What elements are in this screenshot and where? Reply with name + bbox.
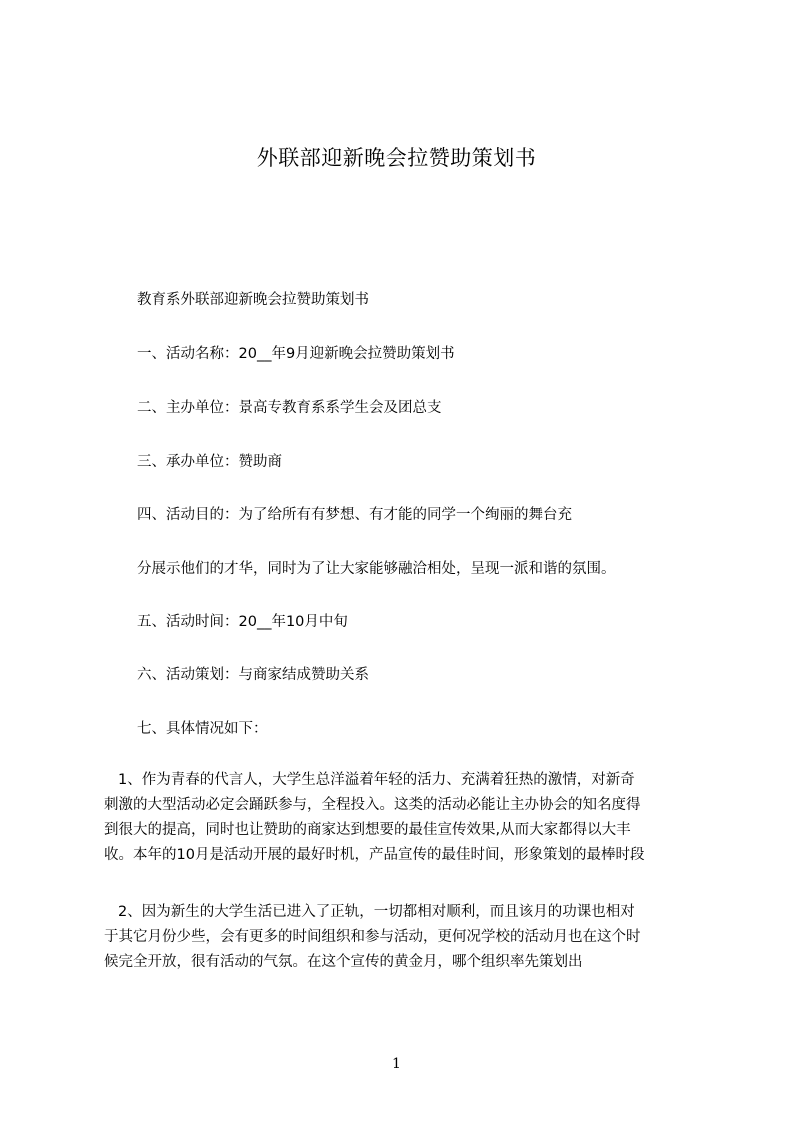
paragraph-1-line: 刺激的大型活动必定会踊跃参与，全程投入。这类的活动必能让主办协会的知名度得 bbox=[104, 797, 641, 813]
subtitle-line: 教育系外联部迎新晚会拉赞助策划书 bbox=[137, 292, 369, 308]
paragraph-1 bbox=[104, 768, 710, 868]
details-heading-line: 七、具体情况如下： bbox=[137, 721, 268, 737]
purpose-line: 四、活动目的：为了给所有有梦想、有才能的同学一个绚丽的舞台充 bbox=[137, 507, 572, 523]
paragraph-1-line: 1、作为青春的代言人，大学生总洋溢着年轻的活力、充满着狂热的激情，对新奇 bbox=[118, 772, 635, 788]
activity-plan-line: 六、活动策划：与商家结成赞助关系 bbox=[137, 667, 369, 683]
paragraph-2-line: 于其它月份少些，会有更多的时间组织和参与活动，更何况学校的活动月也在这个时 bbox=[104, 929, 641, 945]
organizer-line: 二、主办单位：景高专教育系系学生会及团总支 bbox=[137, 400, 442, 416]
paragraph-2-line: 2、因为新生的大学生活已进入了正轨，一切都相对顺利，而且该月的功课也相对 bbox=[118, 904, 635, 920]
document-title: 外联部迎新晚会拉赞助策划书 bbox=[256, 146, 537, 170]
page-number: 1 bbox=[392, 1056, 401, 1072]
paragraph-2 bbox=[104, 900, 710, 975]
activity-name-line: 一、活动名称：20__年9月迎新晚会拉赞助策划书 bbox=[137, 346, 455, 362]
activity-time-line: 五、活动时间：20__年10月中旬 bbox=[137, 614, 348, 630]
paragraph-1-line: 收。本年的10月是活动开展的最好时机，产品宣传的最佳时间，形象策划的最棒时段 bbox=[104, 847, 645, 863]
purpose-continuation-line: 分展示他们的才华，同时为了让大家能够融洽相处，呈现一派和谐的氛围。 bbox=[137, 561, 616, 577]
paragraph-2-line: 候完全开放，很有活动的气氛。在这个宣传的黄金月，哪个组织率先策划出 bbox=[104, 954, 583, 970]
co-organizer-line: 三、承办单位：赞助商 bbox=[137, 454, 282, 470]
paragraph-1-line: 到很大的提高，同时也让赞助的商家达到想要的最佳宣传效果,从而大家都得以大丰 bbox=[104, 822, 631, 838]
